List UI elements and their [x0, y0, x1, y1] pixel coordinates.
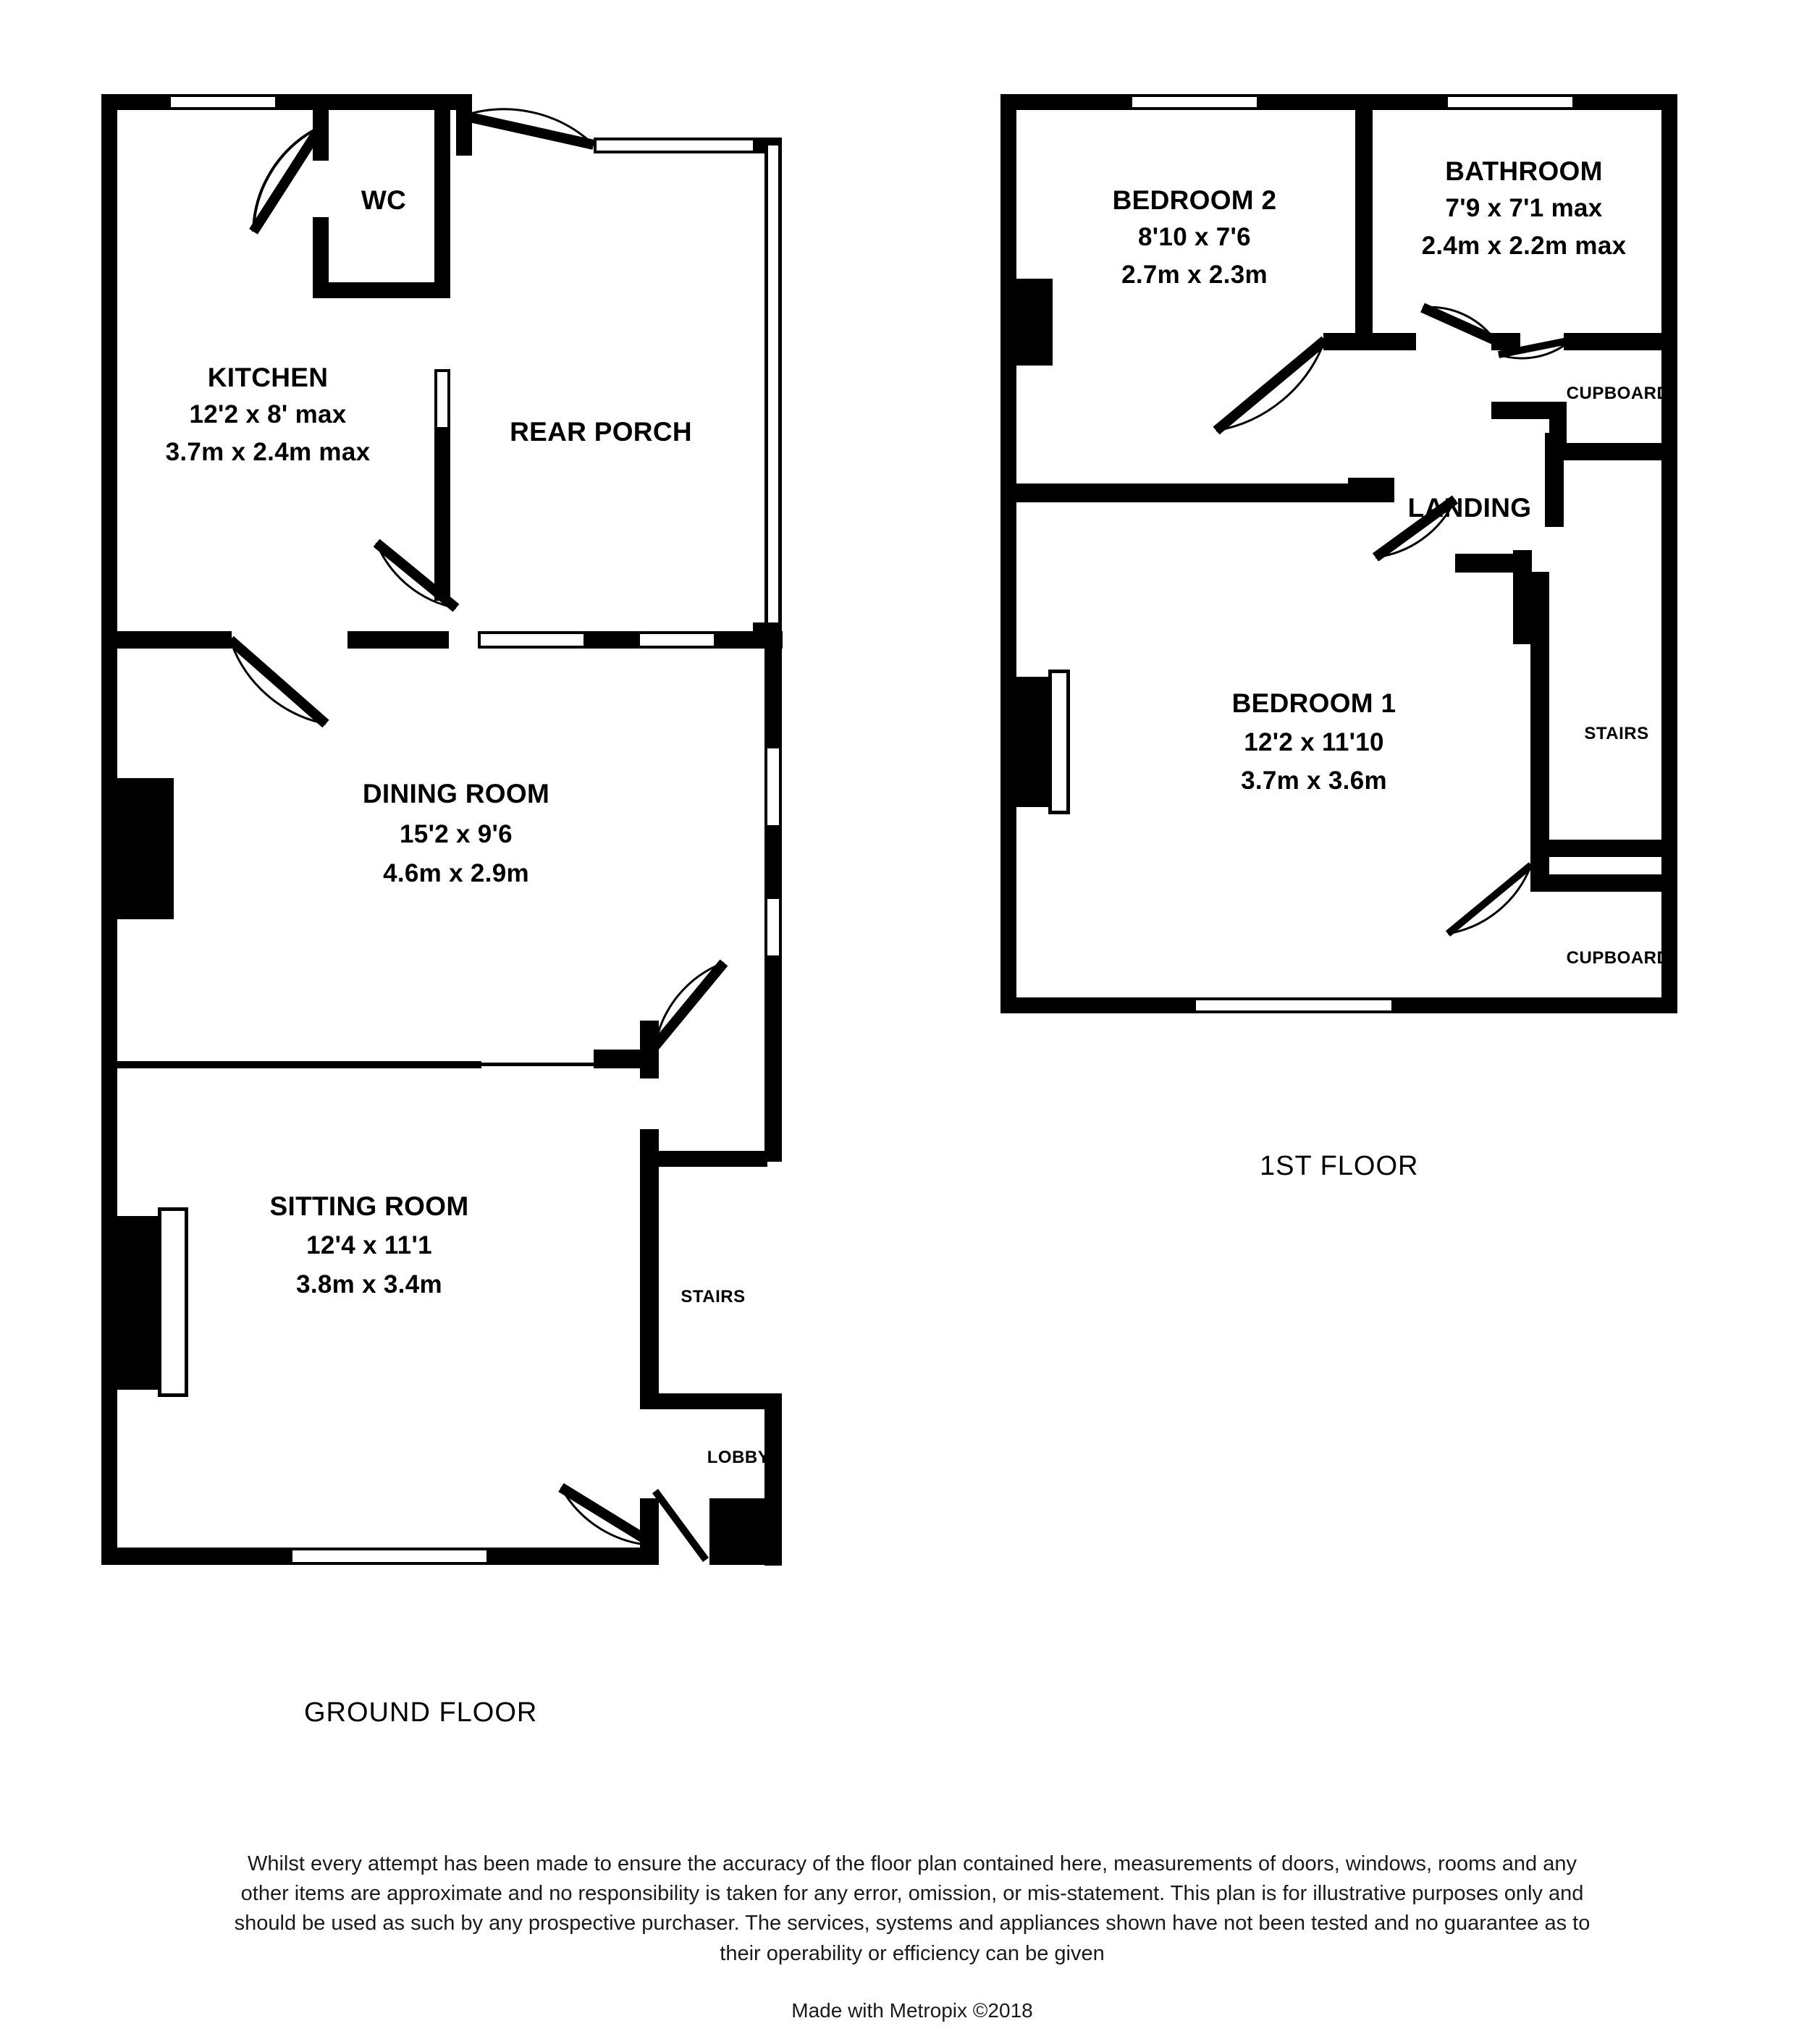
room-dims-bathroom-metric: 2.4m x 2.2m max — [1421, 232, 1627, 260]
wall-segment — [101, 774, 117, 1563]
room-dims-dining-imperial: 15'2 x 9'6 — [400, 820, 513, 848]
window — [1193, 997, 1396, 1013]
wall-segment — [1491, 402, 1549, 419]
annotation-lobby: LOBBY — [707, 1448, 770, 1467]
bay-window-solid — [1016, 677, 1053, 807]
window — [1445, 94, 1575, 110]
wall-segment — [1455, 554, 1513, 573]
wall-segment — [313, 282, 450, 298]
room-dims-kitchen-imperial: 12'2 x 8' max — [189, 400, 347, 429]
wall-segment — [1000, 997, 1196, 1013]
window — [594, 138, 760, 153]
room-label-bedroom-1: BEDROOM 1 — [1231, 688, 1396, 718]
wall-segment — [456, 94, 472, 156]
disclaimer-text: Whilst every attempt has been made to ensure the accuracy of the floor plan contained here, measurements of doors, windows, rooms and any other items are approximate and no responsibility is taken for any error, omission, or mis-statement. This plan is for illustrative purposes only and should be used as such by any prospective purchaser. The services, systems and appliances shown have not been tested and no guarantee as to their operability or efficiency can be given — [234, 1852, 1591, 1965]
wall-segment — [640, 1021, 659, 1078]
room-label-rear-porch: REAR PORCH — [510, 417, 692, 447]
wall-segment — [640, 1393, 782, 1409]
annotation-stairs-ground: STAIRS — [681, 1287, 746, 1306]
wall-segment — [659, 1151, 767, 1167]
room-dims-bedroom2-imperial: 8'10 x 7'6 — [1138, 223, 1251, 251]
annotation-cupboard-bathroom: CUPBOARD — [1566, 384, 1670, 403]
floor-title-first: 1ST FLOOR — [1260, 1151, 1419, 1181]
wall-segment — [584, 631, 641, 649]
window — [290, 1548, 492, 1565]
wall-segment — [764, 955, 782, 1021]
room-dims-dining-metric: 4.6m x 2.9m — [383, 859, 529, 887]
floor-title-ground: GROUND FLOOR — [304, 1697, 538, 1728]
wall-segment — [764, 644, 782, 753]
doorway-opening — [481, 1063, 594, 1066]
wall-segment — [313, 110, 329, 161]
wall-segment — [275, 94, 471, 110]
annotation-cupboard-bedroom1: CUPBOARD — [1566, 948, 1670, 968]
window — [1129, 94, 1260, 110]
wall-segment — [116, 631, 232, 649]
room-label-wc: WC — [361, 185, 407, 215]
window — [637, 631, 717, 649]
room-label-bathroom: BATHROOM — [1445, 156, 1603, 186]
credit-text: Made with Metropix ©2018 — [791, 1999, 1033, 2022]
room-label-bedroom-2: BEDROOM 2 — [1112, 185, 1277, 215]
wall-segment — [1016, 484, 1349, 502]
wall-segment — [1530, 874, 1677, 892]
window — [168, 94, 280, 110]
wall-segment — [1000, 94, 1131, 110]
window — [478, 631, 586, 649]
wall-segment — [1323, 333, 1373, 350]
wall-segment — [1564, 333, 1677, 350]
window — [764, 142, 782, 641]
wall-segment — [1391, 997, 1677, 1013]
room-dims-bathroom-imperial: 7'9 x 7'1 max — [1445, 194, 1603, 222]
wall-segment — [347, 631, 449, 649]
room-dims-sitting-imperial: 12'4 x 11'1 — [306, 1231, 432, 1259]
wall-segment — [1530, 840, 1677, 857]
wall-segment — [1355, 110, 1373, 349]
bay-window-solid — [116, 778, 174, 919]
wall-segment — [1258, 94, 1446, 110]
wall-segment — [640, 1129, 659, 1397]
wall-segment — [1491, 333, 1520, 350]
wall-segment — [1000, 94, 1016, 1013]
room-label-sitting-room: SITTING ROOM — [269, 1191, 469, 1221]
window — [434, 369, 450, 434]
wall-segment — [101, 1548, 290, 1565]
room-dims-bedroom1-imperial: 12'2 x 11'10 — [1244, 728, 1384, 756]
wall-segment — [709, 1498, 782, 1565]
wall-segment — [434, 427, 450, 601]
room-dims-bedroom1-metric: 3.7m x 3.6m — [1241, 767, 1387, 795]
wall-segment — [1513, 550, 1532, 644]
wall-segment — [1373, 333, 1416, 350]
room-label-dining-room: DINING ROOM — [362, 779, 550, 809]
wall-segment — [1549, 443, 1677, 460]
wall-segment — [764, 1021, 782, 1162]
annotation-landing: LANDING — [1407, 493, 1532, 523]
bay-window — [1048, 670, 1070, 814]
wall-segment — [640, 1498, 659, 1565]
room-dims-sitting-metric: 3.8m x 3.4m — [296, 1270, 442, 1299]
room-label-kitchen: KITCHEN — [207, 363, 329, 392]
wall-segment — [486, 1548, 642, 1565]
room-dims-bedroom2-metric: 2.7m x 2.3m — [1121, 261, 1268, 289]
chimney-breast — [1016, 279, 1053, 366]
wall-segment — [313, 217, 329, 297]
window — [764, 746, 782, 832]
wall-segment — [101, 94, 117, 847]
room-dims-kitchen-metric: 3.7m x 2.4m max — [165, 438, 371, 466]
annotation-stairs-first: STAIRS — [1584, 724, 1649, 743]
wall-segment — [116, 1061, 481, 1068]
